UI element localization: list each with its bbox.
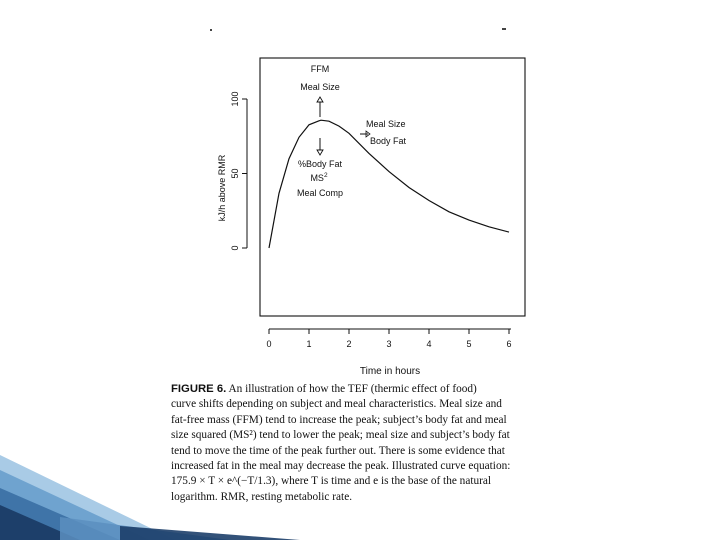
figure-caption — [171, 382, 553, 505]
x-tick-label: 4 — [426, 339, 432, 349]
y-tick-label: 100 — [230, 91, 240, 107]
scan-mark — [210, 29, 212, 31]
ms-superscript: 2 — [323, 172, 328, 179]
right-arrow — [360, 131, 370, 137]
tef-chart — [157, 18, 562, 378]
caption-line: size squared (MS²) tend to lower the peak; meal size and subject’s body fat — [171, 429, 510, 442]
plot-frame — [260, 58, 525, 316]
ms-label: MS — [310, 173, 324, 183]
caption-line: logarithm. RMR, resting metabolic rate. — [171, 490, 353, 503]
caption-line: fat-free mass (FFM) tend to increase the peak; subject’s body fat and meal — [171, 413, 507, 426]
annotation-meal-comp: Meal Comp — [296, 188, 344, 198]
x-tick-label: 6 — [506, 339, 512, 349]
caption-line: tend to move the time of the peak further out. There is some evidence that — [171, 444, 505, 457]
y-tick-label: 50 — [230, 168, 240, 179]
x-tick-label: 5 — [466, 339, 472, 349]
figure-panel — [157, 18, 562, 516]
caption-line: increased fat in the meal may decrease the peak. Illustrated curve equation: — [171, 460, 511, 473]
annotation-meal-size-right: Meal Size — [366, 119, 406, 129]
caption-line — [171, 382, 553, 397]
caption-line: curve shifts depending on subject and meal characteristics. Meal size and — [171, 398, 502, 411]
annotation-body-fat-right: Body Fat — [370, 136, 407, 146]
caption-text: An illustration of how the TEF (thermic effect of food) — [226, 383, 477, 395]
caption-line: 175.9 × T × e^(−T/1.3), where T is time and e is the base of the natural — [171, 475, 492, 488]
x-axis-label: Time in hours — [359, 366, 421, 377]
down-arrow — [317, 138, 323, 155]
x-tick-label: 2 — [346, 339, 352, 349]
y-axis-label: kJ/h above RMR — [217, 154, 227, 222]
y-axis — [230, 91, 247, 250]
x-axis — [266, 329, 511, 349]
annotation-body-fat-below: %Body Fat — [297, 159, 343, 169]
x-tick-label: 3 — [386, 339, 392, 349]
annotation-ffm: FFM — [310, 64, 330, 74]
annotation-ms-squared — [310, 172, 328, 183]
up-arrow — [317, 97, 323, 117]
y-tick-label: 0 — [230, 245, 240, 251]
x-tick-label: 1 — [306, 339, 312, 349]
annotation-meal-size-top: Meal Size — [300, 82, 340, 92]
x-tick-label: 0 — [266, 339, 272, 349]
scan-mark — [502, 28, 506, 30]
figure-label: FIGURE 6. — [171, 383, 227, 395]
